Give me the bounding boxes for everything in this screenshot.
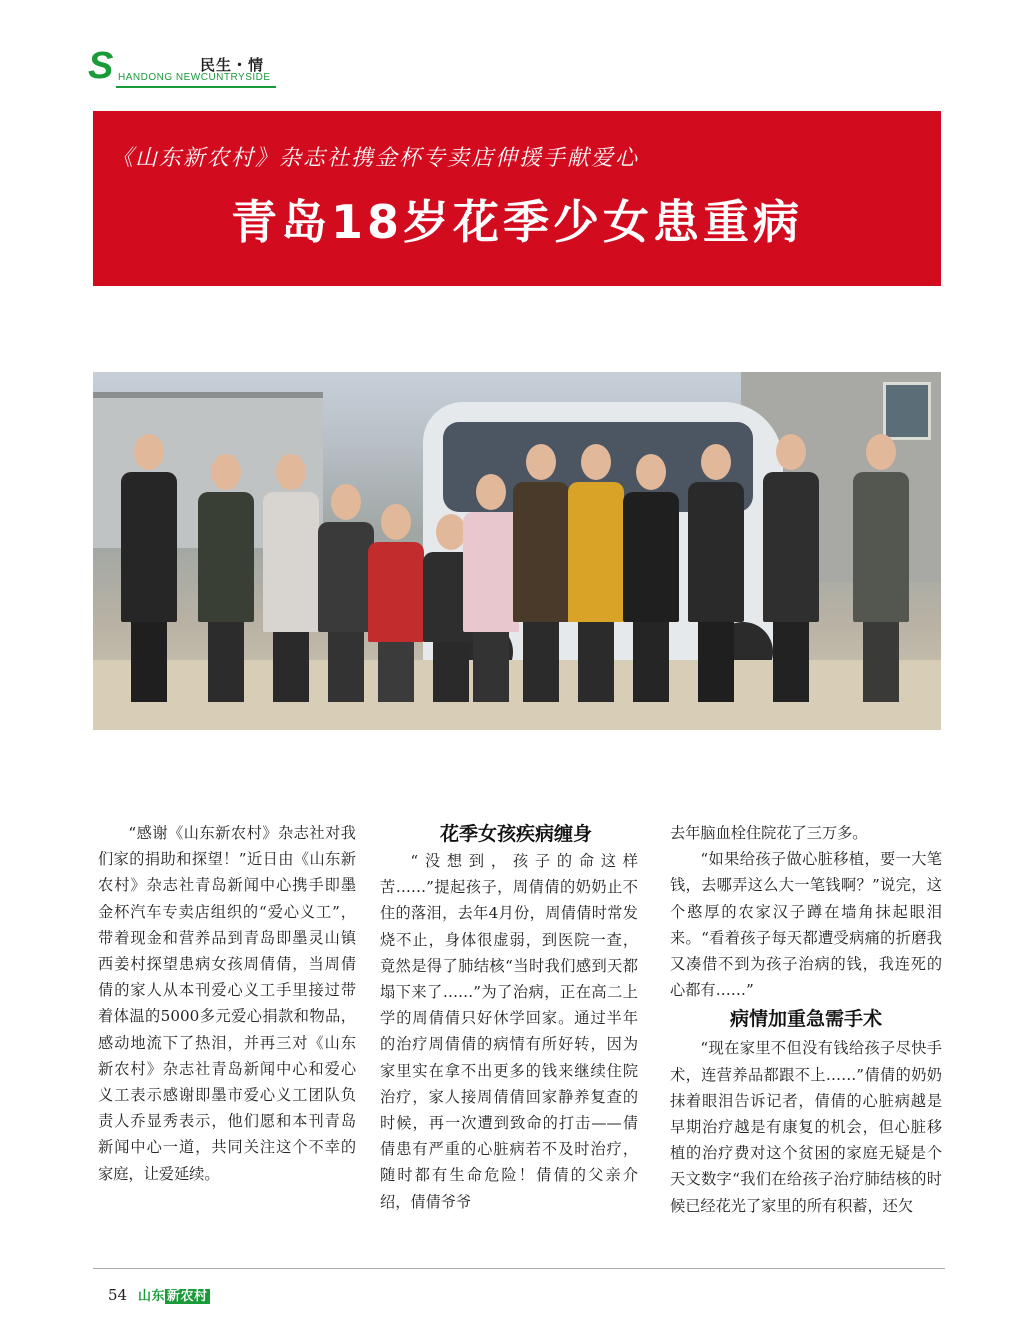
photo-window [883,382,931,440]
logo-underline [116,86,276,88]
footer-brand-right: 新农村 [167,1289,208,1304]
page-number: 54 [108,1286,128,1304]
logo-s-letter: S [88,45,114,87]
photo-person [121,434,177,702]
section-heading: 花季女孩疾病缠身 [439,823,592,845]
paragraph-continued: 去年脑血栓住院花了三万多。 [670,824,868,842]
photo-person [198,454,254,702]
photo-person [568,444,624,702]
article-column-2 [380,820,638,1215]
footer-brand-left: 山东 [138,1289,166,1304]
paragraph: “如果给孩子做心脏移植，要一大笔钱，去哪弄这么大一笔钱啊？”说完，这个憨厚的农家汉子蹲在墙角抹起眼泪来。“看着孩子每天都遭受病痛的折磨我又凑借不到为孩子治病的钱，我连死的心都有……” [670,850,942,1000]
headline-title: 青岛18岁花季少女患重病 [230,195,803,249]
photo-person [623,454,679,702]
section-label: 民生・情 [200,56,265,74]
paragraph: “没想到，孩子的命这样苦……”提起孩子，周倩倩的奶奶止不住的落泪，去年4月份，周倩倩时常发烧不止，身体很虚弱，到医院一查，竟然是得了肺结核“当时我们感到天都塌下来了……”为了治病，正在高二上学的周倩倩只好休学回家。通过半年的治疗周倩倩的病情有所好转，因为家里实在拿不出更多的钱来继续住院治疗，家人接周倩倩回家静养复查的时候，再一次遭到致命的打击——倩倩患有严重的心脏病若不及时治疗，随时都有生命危险！倩倩的父亲介绍，倩倩爷爷 [380,852,638,1211]
headline-subtitle: 《山东新农村》杂志社携金杯专卖店伸援手献爱心 [111,146,640,171]
paragraph: “感谢《山东新农村》杂志社对我们家的捐助和探望！”近日由《山东新农村》杂志社青岛新闻中心携手即墨金杯汽车专卖店组织的“爱心义工”，带着现金和营养品到青岛即墨灵山镇西姜村探望患病女孩周倩倩，当周倩倩的家人从本刊爱心义工手里接过带着体温的5000多元爱心捐款和物品，感动地流下了热泪，并再三对《山东新农村》杂志社青岛新闻中心和爱心义工表示感谢即墨市爱心义工团队负责人乔显秀表示，他们愿和本刊青岛新闻中心一道，共同关注这个不幸的家庭，让爱延续。 [98,824,356,1183]
logo-subtext: HANDONG NEWCUNTRYSIDE [118,72,271,83]
photo-person [763,434,819,702]
section-heading: 病情加重急需手术 [729,1008,882,1031]
photo-person [853,434,909,702]
magazine-logo [88,45,288,90]
group-photo [93,372,941,730]
headline-banner [93,111,941,286]
photo-person [263,454,319,702]
article-column-1 [98,820,356,1187]
paragraph: “现在家里不但没有钱给孩子尽快手术，连营养品都跟不上……”倩倩的奶奶抹着眼泪告诉记者，倩倩的心脏病越是早期治疗越是有康复的机会，但心脏移植的治疗费对这个贫困的家庭无疑是个天文数字“我们在给孩子治疗肺结核的时候已经花光了家里的所有积蓄，还欠 [670,1039,942,1215]
photo-person [368,504,424,702]
article-column-3 [670,820,942,1219]
photo-person [513,444,569,702]
photo-person [318,484,374,702]
photo-person [463,474,519,702]
photo-person [688,444,744,702]
footer-brand [138,1285,210,1304]
footer-divider [93,1268,945,1269]
